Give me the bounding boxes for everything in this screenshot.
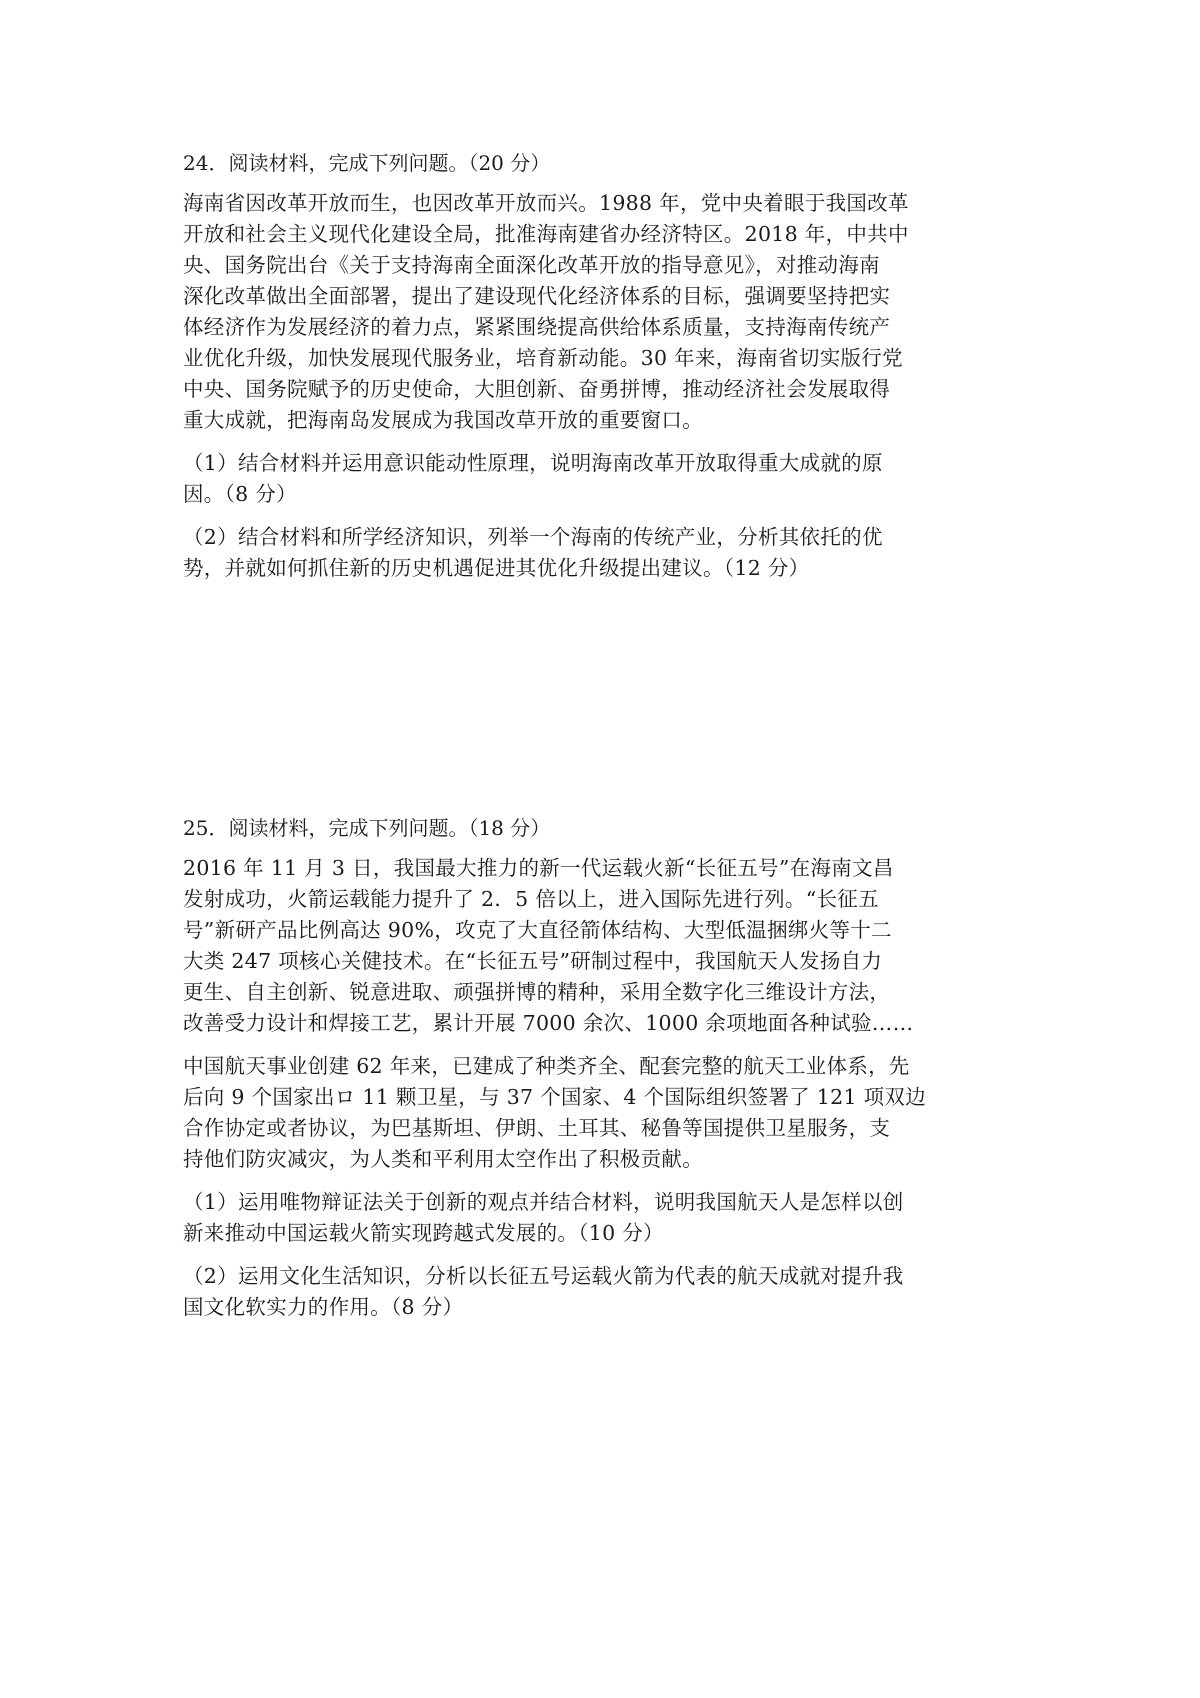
sub-question-line: （1）运用唯物辩证法关于创新的观点并结合材料，说明我国航天人是怎样以创 bbox=[183, 1190, 904, 1214]
material-line: 更生、自主创新、锐意进取、顽强拼博的精种，采用全数字化三维设计方法， bbox=[183, 980, 891, 1004]
question-25-sub-1 bbox=[183, 1187, 1023, 1249]
question-24-sub-1 bbox=[183, 448, 1023, 510]
material-line: 中央、国务院赋予的历史使命，大胆创新、奋勇拼博，推动经济社会发展取得 bbox=[183, 377, 891, 401]
material-line: 后向 9 个国家出ロ 11 颗卫星，与 37 个国家、4 个国际组织签署了 121 项双边 bbox=[183, 1085, 927, 1109]
question-25 bbox=[183, 813, 1023, 1335]
material-line: 持他们防灾减灾，为人类和平利用太空作出了积极贡献。 bbox=[183, 1147, 703, 1171]
question-24-sub-2 bbox=[183, 522, 1023, 584]
material-line: 深化改革做出全面部署，提出了建设现代化经济体系的目标，强调要坚持把实 bbox=[183, 284, 891, 308]
question-24-material bbox=[183, 188, 1023, 436]
material-line: 海南省因改革开放而生，也因改革开放而兴。1988 年，党中央着眼于我国改革 bbox=[183, 191, 909, 215]
question-25-material-2 bbox=[183, 1051, 1023, 1175]
material-line: 重大成就，把海南岛发展成为我国改草开放的重要窗口。 bbox=[183, 408, 703, 432]
sub-question-line: 因。（8 分） bbox=[183, 482, 297, 506]
material-line: 大类 247 项核心关健技术。在“长征五号”研制过程中，我国航天人发扬自力 bbox=[183, 949, 883, 973]
question-25-sub-2 bbox=[183, 1261, 1023, 1323]
material-line: 合作协定或者协议，为巴基斯坦、伊朗、土耳其、秘鲁等国提供卫星服务，支 bbox=[183, 1116, 891, 1140]
material-line: 业优化升级，加快发展现代服务业，培育新动能。30 年来，海南省切实版行党 bbox=[183, 346, 903, 370]
question-24 bbox=[183, 148, 1023, 596]
material-line: 中国航天事业创建 62 年来，已建成了种类齐全、配套完整的航天工业体系，先 bbox=[183, 1054, 910, 1078]
material-line: 央、国务院出台《关于支持海南全面深化改革开放的指导意见》，对推动海南 bbox=[183, 253, 880, 277]
sub-question-line: 国文化软实力的作用。（8 分） bbox=[183, 1295, 464, 1319]
sub-question-line: （2）运用文化生活知识，分析以长征五号运载火箭为代表的航天成就对提升我 bbox=[183, 1264, 904, 1288]
sub-question-line: 势，并就如何抓住新的历史机遇促进其优化升级提出建议。（12 分） bbox=[183, 556, 810, 580]
material-line: 体经济作为发展经济的着力点，紧紧围绕提高供给体系质量，支持海南传统产 bbox=[183, 315, 891, 339]
material-line: 2016 年 11 月 3 日，我国最大推力的新一代运载火新“长征五号”在海南文昌 bbox=[183, 856, 894, 880]
material-line: 开放和社会主义现代化建设全局，批准海南建省办经济特区。2018 年，中共中 bbox=[183, 222, 909, 246]
sub-question-line: （2）结合材料和所学经济知识，列举一个海南的传统产业，分析其依托的优 bbox=[183, 525, 883, 549]
question-24-title: 24．阅读材料，完成下列问题。（20 分） bbox=[183, 151, 551, 175]
material-line: 改善受力设计和焊接工艺，累计开展 7000 余次、1000 余项地面各种试验…… bbox=[183, 1011, 914, 1035]
sub-question-line: 新来推动中国运载火箭实现跨越式发展的。（10 分） bbox=[183, 1221, 664, 1245]
question-25-material-1 bbox=[183, 853, 1023, 1039]
material-line: 号”新研产品比例高达 90%，攻克了大直径箭体结构、大型低温捆绑火等十二 bbox=[183, 918, 892, 942]
question-25-title: 25．阅读材料，完成下列问题。（18 分） bbox=[183, 816, 551, 840]
material-line: 发射成功，火箭运载能力提升了 2．5 倍以上，进入国际先进行列。“长征五 bbox=[183, 887, 879, 911]
sub-question-line: （1）结合材料并运用意识能动性原理，说明海南改革开放取得重大成就的原 bbox=[183, 451, 883, 475]
